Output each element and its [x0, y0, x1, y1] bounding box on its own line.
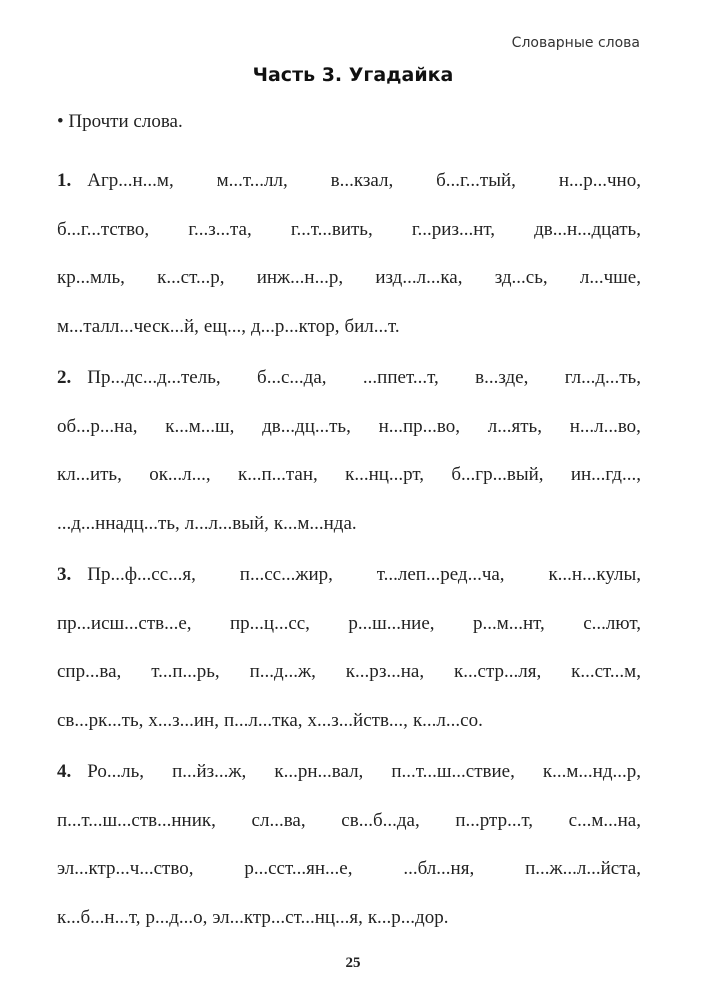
exercise-section-1	[57, 170, 641, 364]
word: спр...ва,	[57, 661, 122, 683]
word: бил...т.	[344, 315, 400, 337]
word: т...леп...ред...ча,	[376, 564, 505, 585]
section-1-line-3	[57, 267, 641, 316]
word: ...ппет...т,	[362, 367, 439, 388]
section-number: 4.	[57, 761, 72, 782]
section-2-line-4	[57, 513, 641, 562]
word: к...п...тан,	[237, 464, 318, 486]
word: пр...исш...ств...е,	[57, 612, 192, 634]
word-line-start	[57, 367, 221, 389]
word: б...г...тый,	[436, 170, 516, 191]
section-4-line-1	[57, 761, 641, 810]
section-4-line-2	[57, 810, 641, 859]
exercise-section-4	[57, 761, 641, 955]
word: к...б...н...т,	[57, 906, 141, 928]
word: р...ш...ние,	[348, 612, 435, 634]
word: гл...д...ть,	[564, 367, 641, 388]
word: п...т...ш...ств...нник,	[57, 809, 216, 831]
word: дв...дц...ть,	[262, 415, 351, 437]
word: н...р...чно,	[558, 170, 641, 191]
section-2-line-3	[57, 464, 641, 513]
word-line-start	[57, 564, 196, 586]
section-4-line-3	[57, 858, 641, 907]
word: г...т...вить,	[290, 218, 373, 240]
word: л...чше,	[579, 267, 641, 289]
word: п...т...ш...ствие,	[391, 761, 515, 782]
word: Пр...ф...сс...я,	[87, 564, 196, 585]
exercise-section-2	[57, 367, 641, 561]
word: х...з...ин,	[148, 709, 219, 731]
word: инж...н...р,	[256, 267, 344, 289]
word: к...нц...рт,	[345, 464, 425, 486]
word: в...зде,	[475, 367, 529, 388]
word: ок...л...,	[149, 464, 211, 486]
word: к...рз...на,	[345, 661, 425, 683]
word: п...сс...жир,	[239, 564, 333, 585]
word: т...п...рь,	[151, 661, 220, 683]
section-3-line-2	[57, 613, 641, 662]
section-2-line-1	[57, 367, 641, 416]
running-header: Словарные слова	[511, 35, 640, 51]
word: к...л...со.	[412, 709, 483, 731]
word: м...талл...ческ...й,	[57, 315, 199, 337]
word: к...ст...м,	[571, 661, 641, 683]
word: п...д...ж,	[249, 661, 316, 683]
word: св...б...да,	[341, 809, 420, 831]
word: эл...ктр...ст...нц...я,	[212, 906, 363, 928]
word: м...т...лл,	[216, 170, 288, 191]
page-number: 25	[345, 955, 361, 971]
word-line-start	[57, 761, 144, 783]
word: зд...сь,	[494, 267, 548, 289]
word: б...с...да,	[257, 367, 327, 388]
instruction: • Прочти слова.	[57, 111, 183, 132]
word: с...м...на,	[568, 809, 641, 831]
word: л...ять,	[487, 415, 542, 437]
word: к...м...ш,	[165, 415, 235, 437]
word: п...ж...л...йста,	[525, 858, 641, 880]
word: н...пр...во,	[378, 415, 461, 437]
word-line-start	[57, 170, 174, 192]
word: п...ртр...т,	[455, 809, 533, 831]
section-3-line-3	[57, 661, 641, 710]
word: кр...мль,	[57, 267, 125, 289]
section-1-line-1	[57, 170, 641, 219]
word: с...лют,	[583, 612, 641, 634]
exercise-section-3	[57, 564, 641, 758]
word: к...ст...р,	[157, 267, 225, 289]
word: л...л...вый,	[184, 512, 269, 534]
word: ин...гд...,	[570, 464, 641, 486]
section-3-line-1	[57, 564, 641, 613]
word: изд...л...ка,	[375, 267, 463, 289]
page-title: Часть 3. Угадайка	[252, 64, 454, 86]
word: св...рк...ть,	[57, 709, 144, 731]
word: н...л...во,	[569, 415, 641, 437]
word: х...з...йств...,	[307, 709, 408, 731]
word: р...д...о,	[145, 906, 208, 928]
word: п...йз...ж,	[172, 761, 247, 782]
word: р...сст...ян...е,	[244, 858, 353, 880]
word: Ро...ль,	[87, 761, 144, 782]
word: к...стр...ля,	[454, 661, 542, 683]
word: б...г...тство,	[57, 218, 150, 240]
section-1-line-4	[57, 316, 641, 365]
word: к...рн...вал,	[274, 761, 364, 782]
word: сл...ва,	[251, 809, 306, 831]
word: р...м...нт,	[472, 612, 545, 634]
word: г...риз...нт,	[411, 218, 495, 240]
word: к...м...нда.	[273, 512, 357, 534]
section-2-line-2	[57, 416, 641, 465]
word: Агр...н...м,	[87, 170, 174, 191]
word: пр...ц...сс,	[229, 612, 310, 634]
word: кл...ить,	[57, 464, 122, 486]
word: к...н...кулы,	[548, 564, 641, 585]
word: эл...ктр...ч...ство,	[57, 858, 194, 880]
word: ...д...ннадц...ть,	[57, 512, 180, 534]
word: ...бл...ня,	[403, 858, 475, 880]
word: дв...н...дцать,	[534, 218, 641, 240]
word: к...м...нд...р,	[542, 761, 641, 782]
word: в...кзал,	[330, 170, 394, 191]
section-number: 2.	[57, 367, 72, 388]
section-1-line-2	[57, 219, 641, 268]
word: д...р...ктор,	[251, 315, 340, 337]
word: ещ...,	[203, 315, 246, 337]
section-number: 3.	[57, 564, 72, 585]
word: Пр...дс...д...тель,	[87, 367, 221, 388]
section-3-line-4	[57, 710, 641, 759]
word: б...гр...вый,	[451, 464, 544, 486]
word: г...з...та,	[188, 218, 252, 240]
section-number: 1.	[57, 170, 72, 191]
section-4-line-4	[57, 907, 641, 956]
word: об...р...на,	[57, 415, 138, 437]
word: п...л...тка,	[223, 709, 303, 731]
word: к...р...дор.	[367, 906, 449, 928]
